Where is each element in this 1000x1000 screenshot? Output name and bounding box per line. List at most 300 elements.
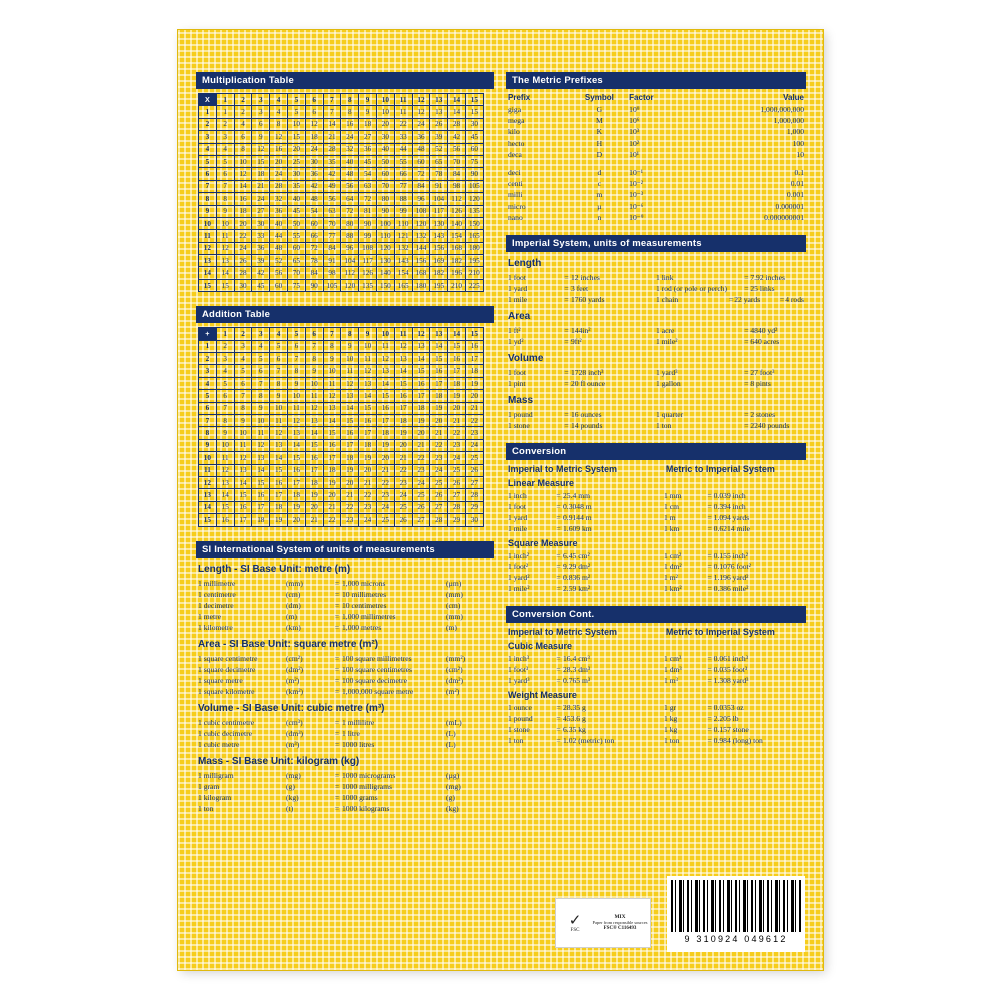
grid-cell: 26 bbox=[412, 501, 430, 513]
grid-cell: 48 bbox=[412, 143, 430, 155]
list-item bbox=[656, 409, 804, 420]
grid-cell: 15 bbox=[270, 464, 288, 476]
unit-value: 640 acres bbox=[750, 337, 780, 347]
si-eq: = bbox=[334, 770, 340, 780]
table-row bbox=[199, 365, 484, 377]
si-group-heading: Volume - SI Base Unit: cubic metre (m³) bbox=[198, 702, 385, 714]
conversion-group bbox=[508, 550, 804, 594]
grid-cell: 13 bbox=[430, 106, 448, 118]
grid-cell: 22 bbox=[394, 118, 412, 130]
grid-row-header: 15 bbox=[199, 279, 217, 291]
list-item bbox=[656, 420, 804, 431]
prefix-factor: 10⁻⁶ bbox=[629, 201, 644, 211]
grid-cell: 48 bbox=[341, 168, 359, 180]
grid-cell: 14 bbox=[216, 267, 234, 279]
to-unit: 0.157 stone bbox=[713, 725, 749, 735]
eq: = bbox=[556, 725, 561, 735]
grid-cell: 16 bbox=[394, 390, 412, 402]
list-item bbox=[508, 336, 656, 347]
grid-cell: 8 bbox=[323, 340, 341, 352]
si-name: 1 square centimetre bbox=[198, 653, 258, 663]
grid-cell: 72 bbox=[412, 168, 430, 180]
unit-value: 12 inches bbox=[571, 273, 600, 283]
grid-cell: 70 bbox=[323, 217, 341, 229]
grid-cell: 26 bbox=[465, 464, 483, 476]
grid-cell: 40 bbox=[341, 155, 359, 167]
prefix-symbol: K bbox=[596, 127, 603, 137]
si-value: 10 centimetres bbox=[342, 600, 387, 610]
to-unit: 28.35 g bbox=[563, 703, 586, 713]
si-value-abbr: (dm²) bbox=[446, 675, 464, 685]
si-group-rows bbox=[198, 653, 492, 697]
grid-cell: 24 bbox=[412, 476, 430, 488]
table-row bbox=[199, 452, 484, 464]
unit-name: 1 link bbox=[656, 273, 674, 283]
grid-cell: 156 bbox=[412, 255, 430, 267]
grid-cell: 14 bbox=[270, 452, 288, 464]
conversion-left bbox=[508, 550, 664, 594]
grid-cell: 44 bbox=[270, 230, 288, 242]
grid-cell: 9 bbox=[216, 205, 234, 217]
conversion-left bbox=[508, 490, 664, 534]
unit-value: 1760 yards bbox=[571, 295, 605, 305]
grid-cell: 45 bbox=[287, 205, 305, 217]
from-unit: 1 yard³ bbox=[508, 676, 530, 686]
grid-cell: 42 bbox=[323, 168, 341, 180]
grid-cell: 30 bbox=[234, 279, 252, 291]
eq: = bbox=[707, 551, 712, 561]
grid-cell: 72 bbox=[359, 193, 377, 205]
grid-cell: 84 bbox=[412, 180, 430, 192]
si-value: 1000 grams bbox=[342, 792, 378, 802]
grid-cell: 11 bbox=[376, 340, 394, 352]
grid-cell: 91 bbox=[323, 255, 341, 267]
list-item bbox=[508, 378, 656, 389]
si-name: 1 cubic decimetre bbox=[198, 728, 252, 738]
grid-cell: 11 bbox=[323, 377, 341, 389]
grid-cell: 154 bbox=[448, 230, 466, 242]
to-unit: 25.4 mm bbox=[563, 491, 591, 501]
grid-cell: 15 bbox=[216, 279, 234, 291]
table-row bbox=[199, 353, 484, 365]
from-unit: 1 ounce bbox=[508, 703, 532, 713]
grid-cell: 22 bbox=[394, 464, 412, 476]
eq: = bbox=[556, 513, 561, 523]
grid-cell: 19 bbox=[323, 476, 341, 488]
grid-cell: 16 bbox=[252, 489, 270, 501]
si-value-abbr: (mg) bbox=[446, 781, 461, 791]
grid-col-header: 11 bbox=[394, 328, 412, 340]
grid-row-header: 10 bbox=[199, 217, 217, 229]
list-item bbox=[664, 523, 804, 534]
conversion-title: Conversion bbox=[506, 443, 806, 460]
si-name: 1 square kilometre bbox=[198, 686, 255, 696]
grid-cell: 10 bbox=[234, 427, 252, 439]
unit-name: 1 mile bbox=[508, 295, 528, 305]
grid-cell: 10 bbox=[234, 155, 252, 167]
eq: = bbox=[564, 326, 569, 336]
grid-cell: 18 bbox=[252, 514, 270, 526]
conversion-group bbox=[508, 653, 804, 686]
si-eq: = bbox=[334, 622, 340, 632]
grid-cell: 6 bbox=[287, 340, 305, 352]
list-item bbox=[656, 378, 804, 389]
grid-cell: 16 bbox=[234, 193, 252, 205]
grid-cell: 30 bbox=[287, 168, 305, 180]
from-unit: 1 m² bbox=[664, 573, 678, 583]
grid-col-header: 14 bbox=[448, 328, 466, 340]
unit-value: 27 foot³ bbox=[750, 368, 775, 378]
grid-cell: 7 bbox=[234, 390, 252, 402]
grid-cell: 16 bbox=[376, 402, 394, 414]
grid-cell: 15 bbox=[394, 377, 412, 389]
from-unit: 1 cm² bbox=[664, 551, 682, 561]
prefix-value: 100 bbox=[792, 138, 804, 148]
prefix-factor: 10⁻² bbox=[629, 179, 644, 189]
grid-cell: 26 bbox=[394, 514, 412, 526]
grid-row-header: 11 bbox=[199, 230, 217, 242]
eq: = bbox=[556, 654, 561, 664]
prefix-symbol: G bbox=[596, 105, 603, 114]
si-name: 1 gram bbox=[198, 781, 220, 791]
si-eq: = bbox=[334, 728, 340, 738]
imperial-left bbox=[508, 367, 656, 389]
grid-cell: 26 bbox=[430, 489, 448, 501]
table-row bbox=[508, 189, 804, 200]
grid-cell: 66 bbox=[394, 168, 412, 180]
grid-col-header: 7 bbox=[323, 94, 341, 106]
imperial-group-heading: Volume bbox=[508, 353, 544, 365]
conversion-group bbox=[508, 490, 804, 534]
grid-cell: 12 bbox=[394, 340, 412, 352]
grid-cell: 18 bbox=[305, 476, 323, 488]
prefix-value: 1,000,000 bbox=[773, 116, 804, 126]
to-unit: 453.6 g bbox=[563, 714, 586, 724]
list-item bbox=[664, 653, 804, 664]
grid-cell: 16 bbox=[305, 452, 323, 464]
prefix-factor: 10¹ bbox=[629, 149, 640, 159]
fsc-mix-label: MIX bbox=[614, 913, 626, 920]
prefix-name: giga bbox=[508, 105, 522, 114]
table-row bbox=[199, 514, 484, 526]
grid-cell: 15 bbox=[287, 452, 305, 464]
prefix-value: 10 bbox=[796, 149, 804, 159]
grid-cell: 80 bbox=[376, 193, 394, 205]
right-column bbox=[506, 72, 806, 756]
grid-cell: 23 bbox=[412, 464, 430, 476]
eq: = bbox=[556, 551, 561, 561]
grid-cell: 13 bbox=[323, 402, 341, 414]
si-value: 1,000,000 square metre bbox=[342, 686, 414, 696]
si-value: 1000 milligrams bbox=[342, 781, 392, 791]
grid-cell: 21 bbox=[412, 439, 430, 451]
grid-cell: 2 bbox=[216, 340, 234, 352]
unit-name: 1 gallon bbox=[656, 379, 681, 389]
table-row bbox=[199, 155, 484, 167]
grid-cell: 3 bbox=[216, 131, 234, 143]
from-unit: 1 m³ bbox=[664, 676, 678, 686]
grid-cell: 54 bbox=[305, 205, 323, 217]
grid-cell: 29 bbox=[448, 514, 466, 526]
list-item bbox=[198, 739, 492, 750]
grid-cell: 9 bbox=[234, 414, 252, 426]
grid-cell: 9 bbox=[287, 377, 305, 389]
grid-cell: 8 bbox=[216, 414, 234, 426]
grid-cell: 7 bbox=[305, 340, 323, 352]
si-eq: = bbox=[334, 578, 340, 588]
prefix-factor: 10⁻¹ bbox=[629, 168, 644, 178]
grid-cell: 36 bbox=[252, 242, 270, 254]
grid-cell: 75 bbox=[287, 279, 305, 291]
grid-cell: 42 bbox=[252, 267, 270, 279]
prefix-symbol: µ bbox=[597, 201, 602, 211]
si-eq: = bbox=[334, 653, 340, 663]
grid-cell: 42 bbox=[305, 180, 323, 192]
imperial-left bbox=[508, 272, 656, 305]
grid-cell: 19 bbox=[270, 514, 288, 526]
grid-row-header: 7 bbox=[199, 180, 217, 192]
list-item bbox=[508, 550, 664, 561]
grid-cell: 77 bbox=[394, 180, 412, 192]
metric-to-imperial-heading: Metric to Imperial System bbox=[665, 627, 775, 638]
to-unit: 1.308 yard³ bbox=[713, 676, 749, 686]
grid-cell: 90 bbox=[305, 279, 323, 291]
si-eq: = bbox=[334, 600, 340, 610]
table-row bbox=[199, 193, 484, 205]
grid-cell: 11 bbox=[252, 427, 270, 439]
grid-cell: 108 bbox=[359, 242, 377, 254]
grid-cell: 52 bbox=[430, 143, 448, 155]
list-item bbox=[508, 724, 664, 735]
grid-cell: 144 bbox=[412, 242, 430, 254]
grid-cell: 120 bbox=[412, 217, 430, 229]
to-unit: 1.196 yard² bbox=[713, 573, 749, 583]
grid-cell: 18 bbox=[359, 439, 377, 451]
grid-cell: 99 bbox=[359, 230, 377, 242]
grid-cell: 50 bbox=[376, 155, 394, 167]
list-item bbox=[198, 611, 492, 622]
grid-cell: 12 bbox=[234, 452, 252, 464]
from-unit: 1 dm³ bbox=[664, 665, 682, 675]
grid-cell: 117 bbox=[430, 205, 448, 217]
list-item bbox=[664, 490, 804, 501]
multiplication-section bbox=[196, 72, 494, 292]
si-value: 1 litre bbox=[342, 728, 360, 738]
grid-cell: 27 bbox=[412, 514, 430, 526]
grid-cell: 25 bbox=[430, 476, 448, 488]
grid-cell: 9 bbox=[252, 402, 270, 414]
to-unit: 0.0353 oz bbox=[713, 703, 744, 713]
prefix-name: micro bbox=[508, 201, 526, 211]
grid-col-header: 5 bbox=[287, 94, 305, 106]
grid-cell: 14 bbox=[252, 464, 270, 476]
from-unit: 1 mile² bbox=[508, 584, 530, 594]
grid-cell: 7 bbox=[216, 402, 234, 414]
imperial-left bbox=[508, 409, 656, 431]
grid-cell: 14 bbox=[448, 106, 466, 118]
eq: = bbox=[707, 703, 712, 713]
grid-cell: 210 bbox=[465, 267, 483, 279]
grid-cell: 4 bbox=[216, 365, 234, 377]
grid-cell: 7 bbox=[287, 353, 305, 365]
conversion-body bbox=[506, 464, 806, 594]
grid-cell: 15 bbox=[465, 106, 483, 118]
grid-cell: 10 bbox=[341, 353, 359, 365]
si-title: SI International System of units of measurements bbox=[196, 541, 494, 558]
unit-value: 144in² bbox=[571, 326, 591, 336]
unit-name: 1 yd² bbox=[508, 337, 524, 347]
si-abbr: (m³) bbox=[286, 739, 300, 749]
grid-row-header: 14 bbox=[199, 501, 217, 513]
grid-cell: 14 bbox=[234, 180, 252, 192]
grid-cell: 4 bbox=[234, 353, 252, 365]
grid-cell: 120 bbox=[376, 242, 394, 254]
grid-cell: 21 bbox=[323, 131, 341, 143]
si-value: 1 millilitre bbox=[342, 717, 375, 727]
grid-cell: 23 bbox=[430, 452, 448, 464]
grid-cell: 84 bbox=[448, 168, 466, 180]
from-unit: 1 foot² bbox=[508, 562, 529, 572]
imperial-group bbox=[508, 325, 804, 347]
grid-cell: 12 bbox=[305, 118, 323, 130]
grid-col-header: 15 bbox=[465, 328, 483, 340]
grid-cell: 105 bbox=[465, 180, 483, 192]
grid-cell: 19 bbox=[412, 414, 430, 426]
eq: = bbox=[707, 562, 712, 572]
si-name: 1 metre bbox=[198, 611, 221, 621]
list-item bbox=[508, 272, 656, 283]
grid-cell: 19 bbox=[448, 390, 466, 402]
grid-cell: 56 bbox=[341, 180, 359, 192]
prefix-factor: 10² bbox=[629, 138, 640, 148]
grid-cell: 8 bbox=[216, 193, 234, 205]
grid-cell: 130 bbox=[376, 255, 394, 267]
grid-row-header: 14 bbox=[199, 267, 217, 279]
grid-cell: 24 bbox=[252, 193, 270, 205]
table-row bbox=[199, 118, 484, 130]
grid-col-header: 10 bbox=[376, 328, 394, 340]
grid-cell: 48 bbox=[270, 242, 288, 254]
conversion-right bbox=[664, 702, 804, 746]
grid-cell: 17 bbox=[430, 377, 448, 389]
eq: = bbox=[556, 502, 561, 512]
grid-cell: 35 bbox=[323, 155, 341, 167]
grid-cell: 11 bbox=[359, 353, 377, 365]
grid-row-header: 4 bbox=[199, 143, 217, 155]
grid-cell: 14 bbox=[305, 427, 323, 439]
unit-name: 1 ton bbox=[656, 421, 672, 431]
list-item bbox=[656, 367, 804, 378]
prefix-value: 0.000000001 bbox=[764, 212, 804, 222]
metric-prefixes-title: The Metric Prefixes bbox=[506, 72, 806, 89]
list-item bbox=[198, 653, 492, 664]
list-item bbox=[198, 770, 492, 781]
grid-cell: 52 bbox=[270, 255, 288, 267]
conversion-right bbox=[664, 490, 804, 534]
grid-cell: 12 bbox=[270, 427, 288, 439]
grid-cell: 19 bbox=[465, 377, 483, 389]
unit-value: 16 ounces bbox=[571, 410, 602, 420]
grid-col-header: 8 bbox=[341, 94, 359, 106]
grid-cell: 54 bbox=[359, 168, 377, 180]
grid-cell: 154 bbox=[394, 267, 412, 279]
si-name: 1 centimetre bbox=[198, 589, 236, 599]
prefix-value: 0.001 bbox=[786, 190, 804, 200]
eq: = bbox=[556, 665, 561, 675]
grid-cell: 24 bbox=[430, 464, 448, 476]
grid-cell: 17 bbox=[287, 476, 305, 488]
list-item bbox=[508, 283, 656, 294]
grid-cell: 15 bbox=[341, 414, 359, 426]
grid-cell: 15 bbox=[376, 390, 394, 402]
grid-cell: 132 bbox=[412, 230, 430, 242]
grid-cell: 16 bbox=[412, 377, 430, 389]
grid-cell: 8 bbox=[305, 353, 323, 365]
unit-name: 1 pint bbox=[508, 379, 526, 389]
grid-cell: 112 bbox=[448, 193, 466, 205]
conversion-section bbox=[506, 443, 806, 594]
from-unit: 1 yard bbox=[508, 513, 528, 523]
conversion-right bbox=[664, 653, 804, 686]
grid-col-header: 7 bbox=[323, 328, 341, 340]
to-unit: 0.386 mile² bbox=[713, 584, 749, 594]
grid-cell: 126 bbox=[359, 267, 377, 279]
grid-cell: 24 bbox=[465, 439, 483, 451]
grid-cell: 168 bbox=[448, 242, 466, 254]
grid-col-header: 8 bbox=[341, 328, 359, 340]
grid-cell: 180 bbox=[465, 242, 483, 254]
grid-cell: 30 bbox=[465, 514, 483, 526]
grid-row-header: 6 bbox=[199, 402, 217, 414]
grid-cell: 32 bbox=[341, 143, 359, 155]
prefix-name: kilo bbox=[508, 127, 520, 137]
grid-cell: 18 bbox=[287, 489, 305, 501]
eq: = bbox=[564, 295, 569, 305]
si-name: 1 kilometre bbox=[198, 622, 233, 632]
to-unit: 16.4 cm³ bbox=[563, 654, 590, 664]
grid-cell: 56 bbox=[323, 193, 341, 205]
grid-cell: 60 bbox=[270, 279, 288, 291]
unit-name: 1 ft² bbox=[508, 326, 521, 336]
grid-cell: 22 bbox=[359, 489, 377, 501]
si-name: 1 square metre bbox=[198, 675, 243, 685]
grid-cell: 75 bbox=[465, 155, 483, 167]
si-abbr: (mg) bbox=[286, 770, 301, 780]
metric-to-imperial-heading: Metric to Imperial System bbox=[665, 464, 775, 475]
prefix-symbol: c bbox=[597, 179, 602, 189]
grid-cell: 42 bbox=[448, 131, 466, 143]
grid-cell: 15 bbox=[252, 155, 270, 167]
si-abbr: (dm) bbox=[286, 600, 301, 610]
grid-cell: 24 bbox=[305, 143, 323, 155]
grid-cell: 17 bbox=[305, 464, 323, 476]
grid-cell: 6 bbox=[216, 390, 234, 402]
grid-cell: 4 bbox=[234, 118, 252, 130]
eq: = bbox=[744, 284, 749, 294]
grid-cell: 81 bbox=[359, 205, 377, 217]
grid-cell: 8 bbox=[287, 365, 305, 377]
grid-cell: 19 bbox=[341, 464, 359, 476]
eq: = bbox=[564, 368, 569, 378]
grid-cell: 168 bbox=[412, 267, 430, 279]
grid-cell: 80 bbox=[341, 217, 359, 229]
si-value-abbr: (L) bbox=[446, 728, 456, 738]
grid-cell: 45 bbox=[465, 131, 483, 143]
grid-cell: 28 bbox=[270, 180, 288, 192]
from-unit: 1 stone bbox=[508, 725, 530, 735]
unit-value: 2 stones bbox=[750, 410, 776, 420]
grid-cell: 30 bbox=[376, 131, 394, 143]
